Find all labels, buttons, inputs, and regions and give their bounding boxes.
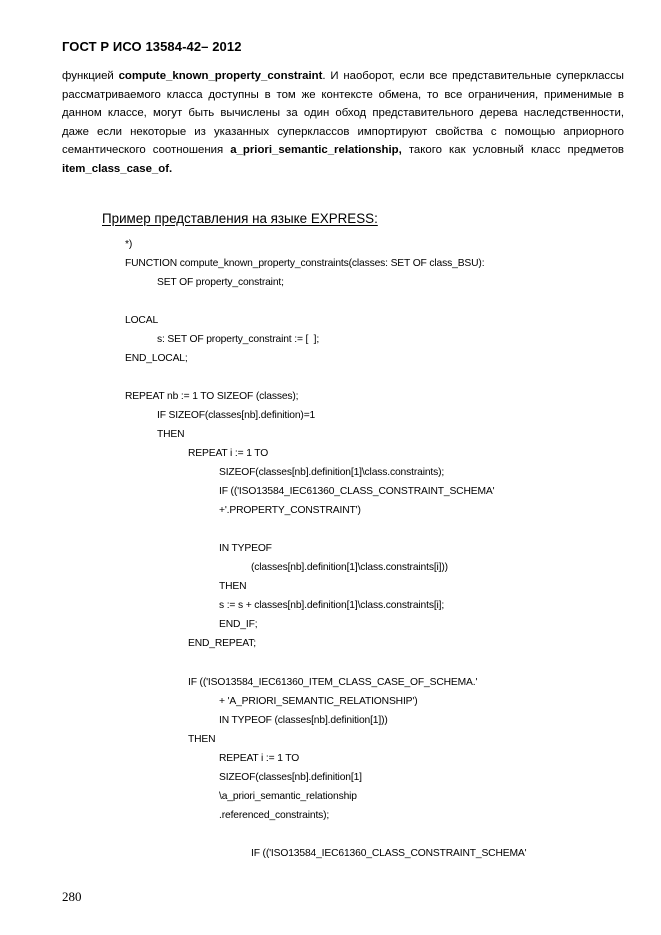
code-line: SET OF property_constraint; [157,277,284,288]
paragraph-bold-class: item_class_case_of. [62,162,173,175]
code-line: s := s + classes[nb].definition[1]\class.constraints[i]; [219,600,445,611]
code-line: IF (('ISO13584_IEC61360_CLASS_CONSTRAINT_SCHEMA' [219,486,495,497]
code-line: s: SET OF property_constraint := [ ]; [157,334,320,345]
code-line: REPEAT i := 1 TO [188,448,269,459]
code-line: END_REPEAT; [188,638,256,649]
body-paragraph [62,67,624,178]
standard-header: ГОСТ Р ИСО 13584-42– 2012 [62,39,242,54]
code-line: REPEAT nb := 1 TO SIZEOF (classes); [125,391,299,402]
code-line: IF SIZEOF(classes[nb].definition)=1 [157,410,316,421]
code-line: +'.PROPERTY_CONSTRAINT') [219,505,361,516]
page-number: 280 [62,889,82,904]
code-line: THEN [219,581,247,592]
paragraph-text-1: функцией [62,70,119,82]
code-line: (classes[nb].definition[1]\class.constraints[i])) [251,562,448,573]
code-line: REPEAT i := 1 TO [219,753,300,764]
code-line: THEN [188,734,216,745]
paragraph-bold-function: compute_known_property_constraint [118,70,323,82]
code-line: FUNCTION compute_known_property_constraints(classes: SET OF class_BSU): [125,258,485,269]
code-line: SIZEOF(classes[nb].definition[1] [219,772,362,783]
code-line: IF (('ISO13584_IEC61360_CLASS_CONSTRAINT_SCHEMA' [251,848,527,859]
code-line: IN TYPEOF (classes[nb].definition[1])) [219,715,388,726]
code-line: THEN [157,429,185,440]
code-line: *) [125,239,133,250]
code-line: \a_priori_semantic_relationship [219,791,357,802]
code-line: END_LOCAL; [125,353,188,364]
code-line: IF (('ISO13584_IEC61360_ITEM_CLASS_CASE_OF_SCHEMA.' [188,677,478,688]
code-line: END_IF; [219,619,258,630]
paragraph-text-2: . И наоборот, если все представительные суперклассы рассматриваемого класса доступны в том же контексте обмена, то все ограничения, применимые в данном классе, могут быть вычислены за один обход представительного дерева наследственности, даже если некоторые из указанных суперклассов импортируют свойства с помощью априорного семантического соотношения [62,70,624,156]
code-line: LOCAL [125,315,159,326]
code-line: IN TYPEOF [219,543,272,554]
code-line: .referenced_constraints); [219,810,330,821]
paragraph-bold-relationship: a_priori_semantic_relationship, [230,144,402,156]
code-line: + 'A_PRIORI_SEMANTIC_RELATIONSHIP') [219,696,418,707]
example-heading: Пример представления на языке EXPRESS: [102,211,378,226]
paragraph-text-3: такого как условный класс предметов [401,144,624,156]
code-line: SIZEOF(classes[nb].definition[1]\class.constraints); [219,467,445,478]
